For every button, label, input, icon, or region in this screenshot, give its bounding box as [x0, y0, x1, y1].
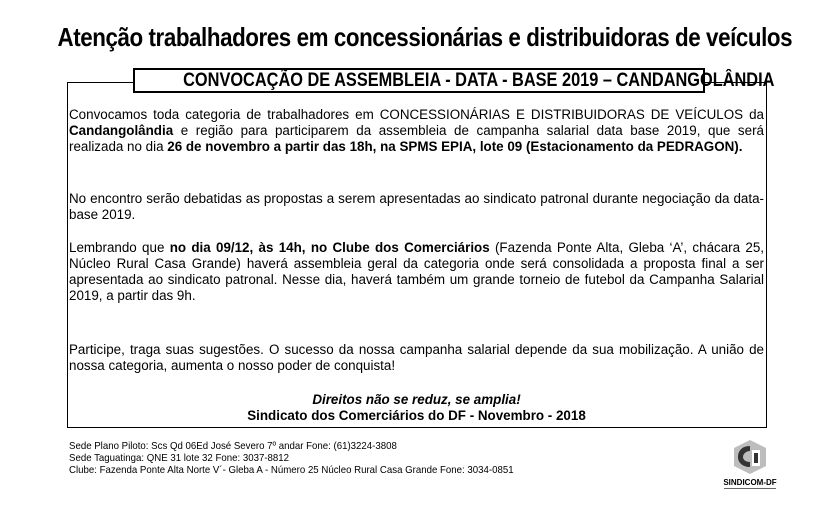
logo-text: SINDICOM-DF [723, 478, 777, 487]
headline: Atenção trabalhadores em concessionárias e distribuidoras de veículos [57, 22, 793, 52]
paragraph-convocation: Convocamos toda categoria de trabalhadores em CONCESSIONÁRIAS E DISTRIBUIDORAS DE VEÍCULOS da Candangolândia e região para participarem da assembleia de campanha salarial data base 2019, que será realizada no dia 26 de novembro a partir das 18h, na SPMS EPIA, lote 09 (Estacionamento da PEDRAGON). [69, 107, 764, 154]
motto: Direitos não se reduz, se amplia! [312, 392, 521, 407]
signature: Sindicato dos Comerciários do DF - Novembro - 2018 [247, 408, 586, 423]
paragraph-participate: Participe, traga suas sugestões. O sucesso da nossa campanha salarial depende da sua mobilização. A união de nossa categoria, aumenta o nosso poder de conquista! [69, 342, 764, 373]
footer-address-taguatinga: Sede Taguatinga: QNE 31 lote 32 Fone: 3037-8812 [69, 452, 290, 464]
footer-address-club: Clube: Fazenda Ponte Alta Norte V´- Gleba A - Número 25 Núcleo Rural Casa Grande Fone: 3034-0851 [69, 464, 514, 476]
paragraph-general-assembly: Lembrando que no dia 09/12, às 14h, no Clube dos Comerciários (Fazenda Ponte Alta, Gleba ‘A’, chácara 25, Núcleo Rural Casa Grande) haverá assembleia geral da categoria onde será consolidada a proposta final a ser apresentada ao sindicato patronal. Nesse dia, haverá também um grande torneio de futebol da Campanha Salarial 2019, a partir das 9h. [69, 240, 764, 303]
footer-address-plano-piloto: Sede Plano Piloto: Scs Qd 06Ed José Severo 7º andar Fone: (61)3224-3808 [69, 440, 397, 452]
logo-underline [724, 487, 776, 490]
notice-subtitle: CONVOCAÇÃO DE ASSEMBLEIA - DATA - BASE 2019 – CANDANGOLÂNDIA [133, 68, 705, 93]
paragraph-meeting: No encontro serão debatidas as propostas a serem apresentadas ao sindicato patronal durante negociação da data-base 2019. [69, 191, 764, 222]
